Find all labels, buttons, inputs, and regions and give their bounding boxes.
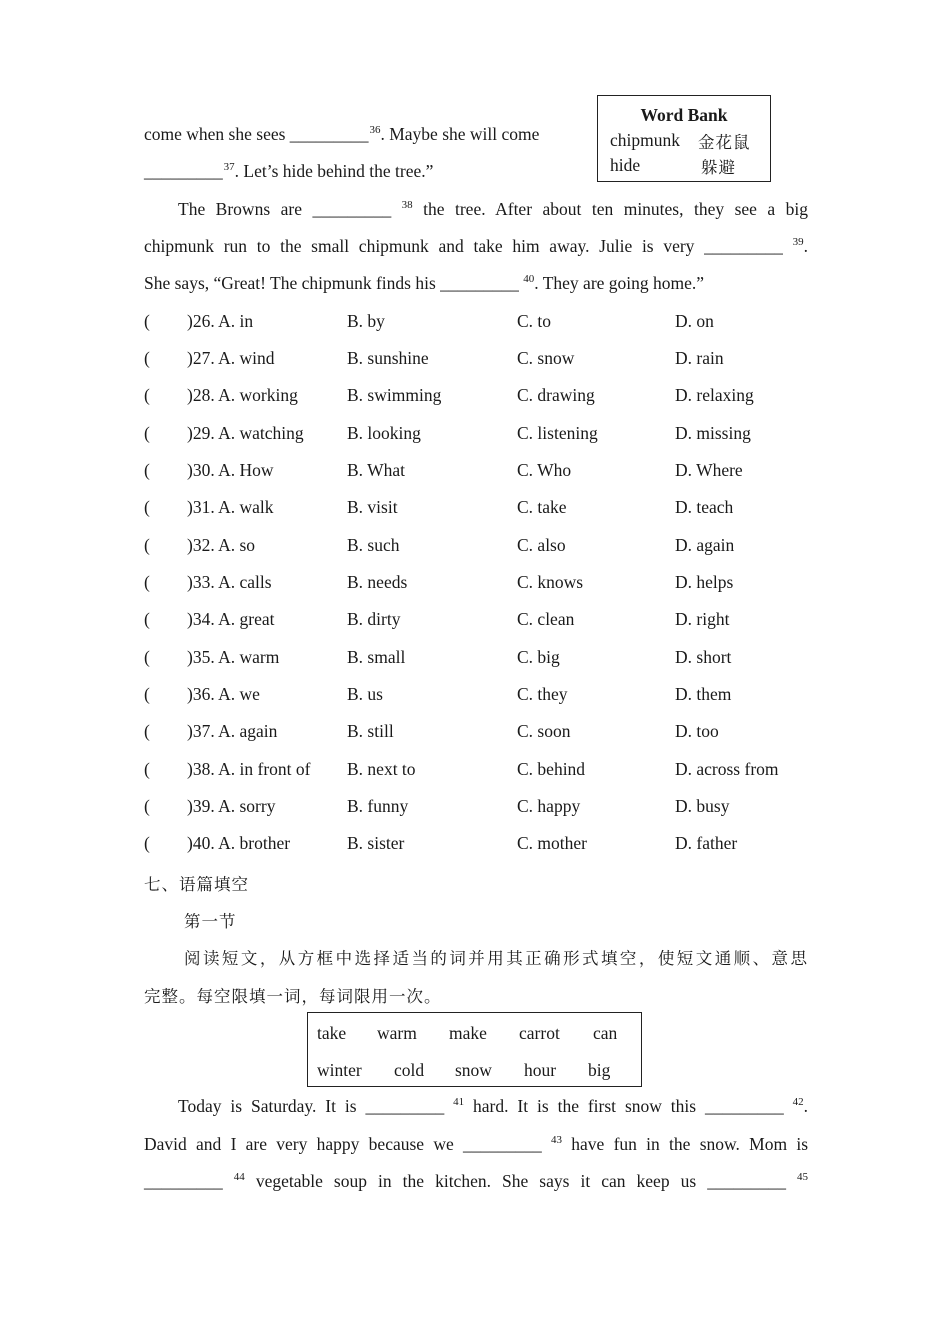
passage-bottom-line-3 [144,1171,808,1192]
option-c: C. they [517,684,568,704]
question-row [144,497,824,521]
option-c: C. to [517,311,552,331]
option-b: B. dirty [347,609,401,629]
option-d: D. short [675,647,732,667]
section-subheading: 第一节 [184,912,237,931]
word-bank-en: chipmunk [610,130,680,150]
answer-paren[interactable]: ( [144,311,150,331]
option-d: D. across from [675,759,779,779]
word-bank-row [610,155,736,177]
text: the tree. After about ten minutes, they see a big [412,199,808,219]
text: come when she sees [144,124,290,144]
word-choice: make [449,1023,487,1043]
blank-number: 44 [233,1171,245,1183]
answer-paren[interactable]: ( [144,572,150,592]
option-b: B. such [347,535,400,555]
passage-line-1 [144,124,539,145]
option-b: B. sunshine [347,348,429,368]
option-d: D. Where [675,460,743,480]
option-d: D. too [675,721,719,741]
word-choice: snow [455,1060,492,1080]
question-row [144,348,824,372]
passage-bottom-line-1 [178,1096,808,1117]
option-c: C. behind [517,759,586,779]
text: hard. It is the first snow this [464,1096,705,1116]
answer-paren[interactable]: ( [144,721,150,741]
question-row [144,833,824,857]
option-a: )34. A. great [187,609,275,629]
question-row [144,460,824,484]
blank-41[interactable]: _________ [365,1096,445,1116]
section-heading: 七、语篇填空 [144,875,249,894]
text: chipmunk run to the small chipmunk and take him away. Julie is very [144,236,705,256]
answer-paren[interactable]: ( [144,833,150,853]
answer-paren[interactable]: ( [144,348,150,368]
word-bank-cn: 金花鼠 [698,133,751,152]
word-bank-cn: 躲避 [701,158,736,177]
option-c: C. clean [517,609,575,629]
question-row [144,721,824,745]
option-d: D. father [675,833,738,853]
option-a: )36. A. we [187,684,260,704]
option-c: C. drawing [517,385,595,405]
question-row [144,759,824,783]
blank-45[interactable]: _________ [707,1171,786,1191]
blank-number: 40 [523,273,535,285]
blank-number: 38 [401,199,413,211]
option-a: )31. A. walk [187,497,274,517]
option-a: )29. A. watching [187,423,304,443]
option-d: D. on [675,311,714,331]
answer-paren[interactable]: ( [144,535,150,555]
answer-paren[interactable]: ( [144,385,150,405]
option-c: C. happy [517,796,581,816]
option-d: D. right [675,609,730,629]
option-b: B. looking [347,423,421,443]
option-b: B. small [347,647,406,667]
word-bank-title: Word Bank [640,105,728,125]
passage-line-2 [144,161,433,182]
text: The Browns are [178,199,313,219]
question-row [144,572,824,596]
word-bank-row [610,130,751,152]
passage-bottom-line-2 [144,1134,808,1155]
option-d: D. again [675,535,735,555]
option-c: C. big [517,647,560,667]
answer-paren[interactable]: ( [144,796,150,816]
text: David and I are very happy because we [144,1134,463,1154]
passage-line-3 [178,199,808,220]
option-d: D. rain [675,348,724,368]
blank-40[interactable]: _________ [440,273,519,293]
blank-number: 45 [797,1171,809,1183]
word-choice: big [588,1060,611,1080]
text: vegetable soup in the kitchen. She says it can keep us [244,1171,708,1191]
question-row [144,311,824,335]
blank-number: 36 [369,124,381,136]
option-c: C. snow [517,348,575,368]
option-c: C. listening [517,423,598,443]
option-b: B. still [347,721,394,741]
blank-37[interactable]: _________ [144,161,223,181]
option-b: B. swimming [347,385,442,405]
option-a: )33. A. calls [187,572,272,592]
word-choice: cold [394,1060,425,1080]
option-b: B. funny [347,796,409,816]
instruction-line-1: 阅读短文，从方框中选择适当的词并用其正确形式填空，使短文通顺、意思 [184,949,808,968]
text: She says, “Great! The chipmunk finds his [144,273,441,293]
option-b: B. What [347,460,406,480]
instruction-line-2: 完整。每空限填一词，每词限用一次。 [144,987,442,1006]
word-choice: carrot [519,1023,560,1043]
answer-paren[interactable]: ( [144,759,150,779]
text: . Let’s hide behind the tree.” [234,161,434,181]
option-a: )32. A. so [187,535,256,555]
word-bank-en: hide [610,155,641,175]
question-row [144,385,824,409]
option-b: B. next to [347,759,416,779]
option-c: C. mother [517,833,587,853]
word-choice: winter [317,1060,362,1080]
option-d: D. relaxing [675,385,754,405]
option-b: B. by [347,311,385,331]
blank-38[interactable]: _________ [312,199,392,219]
text: Today is Saturday. It is [178,1096,366,1116]
option-d: D. helps [675,572,734,592]
blank-number: 43 [551,1134,563,1146]
text: . [803,1096,809,1116]
option-d: D. them [675,684,732,704]
option-b: B. us [347,684,383,704]
blank-number: 42 [792,1096,804,1108]
question-row [144,609,824,633]
answer-paren[interactable]: ( [144,609,150,629]
blank-number: 39 [792,236,804,248]
option-c: C. Who [517,460,572,480]
question-row [144,684,824,708]
blank-number: 41 [453,1096,465,1108]
blank-39[interactable]: _________ [704,236,783,256]
option-b: B. visit [347,497,398,517]
option-d: D. missing [675,423,751,443]
answer-paren[interactable]: ( [144,460,150,480]
option-a: )28. A. working [187,385,298,405]
answer-paren[interactable]: ( [144,497,150,517]
option-a: )27. A. wind [187,348,275,368]
word-choice-box [307,1012,642,1087]
word-choice: take [317,1023,347,1043]
answer-paren[interactable]: ( [144,423,150,443]
option-b: B. needs [347,572,408,592]
word-choice: warm [377,1023,417,1043]
option-d: D. busy [675,796,730,816]
word-choice: can [593,1023,618,1043]
passage-line-5 [144,273,704,294]
blank-42[interactable]: _________ [704,1096,784,1116]
option-d: D. teach [675,497,734,517]
text: . [803,236,808,256]
option-a: )26. A. in [187,311,254,331]
question-row [144,423,824,447]
text: have fun in the snow. Mom is [562,1134,809,1154]
option-c: C. also [517,535,566,555]
word-bank-box [597,95,771,182]
option-a: )30. A. How [187,460,274,480]
question-row [144,535,824,559]
blank-44[interactable]: _________ [144,1171,223,1191]
question-row [144,647,824,671]
option-a: )40. A. brother [187,833,291,853]
blank-43[interactable]: _________ [463,1134,542,1154]
option-a: )37. A. again [187,721,278,741]
option-b: B. sister [347,833,405,853]
blank-36[interactable]: _________ [289,124,369,144]
option-c: C. knows [517,572,584,592]
text: . Maybe she will come [380,124,540,144]
answer-paren[interactable]: ( [144,684,150,704]
answer-paren[interactable]: ( [144,647,150,667]
blank-number: 37 [223,161,235,173]
option-a: )35. A. warm [187,647,280,667]
option-a: )39. A. sorry [187,796,276,816]
question-row [144,796,824,820]
word-choice: hour [524,1060,557,1080]
option-c: C. take [517,497,567,517]
option-a: )38. A. in front of [187,759,311,779]
option-c: C. soon [517,721,571,741]
text: . They are going home.” [534,273,705,293]
passage-line-4 [144,236,808,257]
